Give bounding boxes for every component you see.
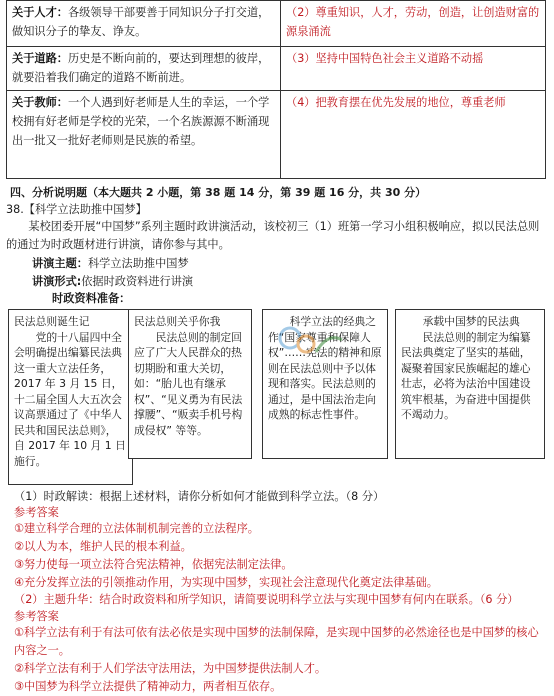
box-title: 承载中国梦的民法典 [422,315,520,328]
answer-item: ④充分发挥立法的引领推动作用，为实现中国梦，实现社会注意现代化奠定法律基础。 [14,576,438,589]
answer-item: ①建立科学合理的立法体制机制完善的立法程序。 [14,522,259,535]
material-box-1 [8,309,133,485]
question-intro: 某校团委开展“中国梦”系列主题时政讲演活动，该校初三（1）班第一学习小组积极响应，拟以民法总则的通过为时政题材进行讲演，请你参与其中。 [6,220,540,251]
table-row [7,47,546,91]
table-cell-left [7,1,281,47]
row-body: 一个人遇到好老师是人生的幸运，一个学校拥有好老师是学校的光荣，一个名族源源不断涌现出一批又一批好老师则是民族的希望。 [12,96,270,147]
table-row [7,91,546,179]
summary-table [6,0,546,179]
material-box-4 [395,309,545,459]
box-title: 民法总则关乎你我 [134,315,221,328]
reference-answer-label: 参考答案 [14,506,59,519]
answer-list [14,624,548,696]
form-value: 依据时政资料进行讲演 [81,275,194,288]
box-body: 科学立法的经典之作“国家尊重和保障人权”……宪法的精神和原则在民法总则中予以体现和落实。民法总则的通过，是中国法治走向成熟的标志性事件。 [268,315,382,421]
table-cell-left [7,47,281,91]
row-head: 关于教师： [12,96,68,109]
box-body: 党的十八届四中全会明确提出编纂民法典这一重大立法任务，2017 年 3 月 15 日，十二届全国人大五次会议高票通过了《中华人民共和国民法总则》，自 2017 年 10 月 1 日施行。 [14,330,126,468]
row-head: 关于人才： [12,6,68,19]
section-heading: 四、分析说明题（本大题共 2 小题，第 38 题 14 分，第 39 题 16 分，共 30 分） [10,186,427,199]
question-1: （1）时政解读：根据上述材料，请你分析如何才能做到科学立法。（8 分） [14,490,385,503]
row-head: 关于道路： [12,52,68,65]
theme-line [32,255,189,273]
question-2: （2）主题升华：结合时政资料和所学知识，请简要说明科学立法与实现中国梦有何内在联系。（6 分） [14,593,519,606]
answer-item: ①科学立法有利于有法可依有法必依是实现中国梦的法制保障，是实现中国梦的必然途径也是中国梦的核心内容之一。 [14,626,539,657]
form-line [32,273,193,291]
box-title: 民法总则诞生记 [14,315,90,328]
box-body: 民法总则的制定回应了广大人民群众的热切期盼和重大关切，如：“胎儿也有继承权”、“见义勇为有民法撑腰”、“贩卖手机号构成侵权” 等等。 [134,330,243,437]
row-body: 各级领导干部要善于同知识分子打交道，做知识分子的挚友、诤友。 [12,6,270,38]
theme-value: 科学立法助推中国梦 [87,257,189,270]
material-box-2 [128,309,252,459]
reference-answer-label: 参考答案 [14,610,59,623]
table-cell-right: （3）坚持中国特色社会主义道路不动摇 [281,47,546,91]
answer-item: ③努力使每一项立法符合宪法精神，依据宪法制定法律。 [14,558,293,571]
theme-label: 讲演主题： [32,257,88,270]
answer-list [14,520,548,592]
table-cell-left [7,91,281,179]
box-body: 民法总则的制定为编纂民法典奠定了坚实的基础，凝聚着国家民族崛起的雄心壮志，必将为法治中国建设筑牢根基，为奋进中国提供不竭动力。 [401,330,531,421]
answer-item: ③中国梦为科学立法提供了精神动力，两者相互依存。 [14,680,282,693]
form-label: 讲演形式: [32,275,82,288]
answer-item: ②以人为本，维护人民的根本利益。 [14,540,192,553]
answer-item: ②科学立法有利于人们学法守法用法，为中国梦提供法制人才。 [14,662,327,675]
watermark-logo-icon [276,322,346,364]
table-row [7,1,546,47]
question-38-title: 38.【科学立法助推中国梦】 [6,203,147,216]
material-label: 时政资料准备： [52,292,131,305]
table-cell-right: （2）尊重知识，人才，劳动，创造，让创造财富的源泉涌流 [281,1,546,47]
table-cell-right: （4）把教育摆在优先发展的地位，尊重老师 [281,91,546,179]
row-body: 历史是不断向前的，要达到理想的彼岸，就要沿着我们确定的道路不断前进。 [12,52,270,84]
